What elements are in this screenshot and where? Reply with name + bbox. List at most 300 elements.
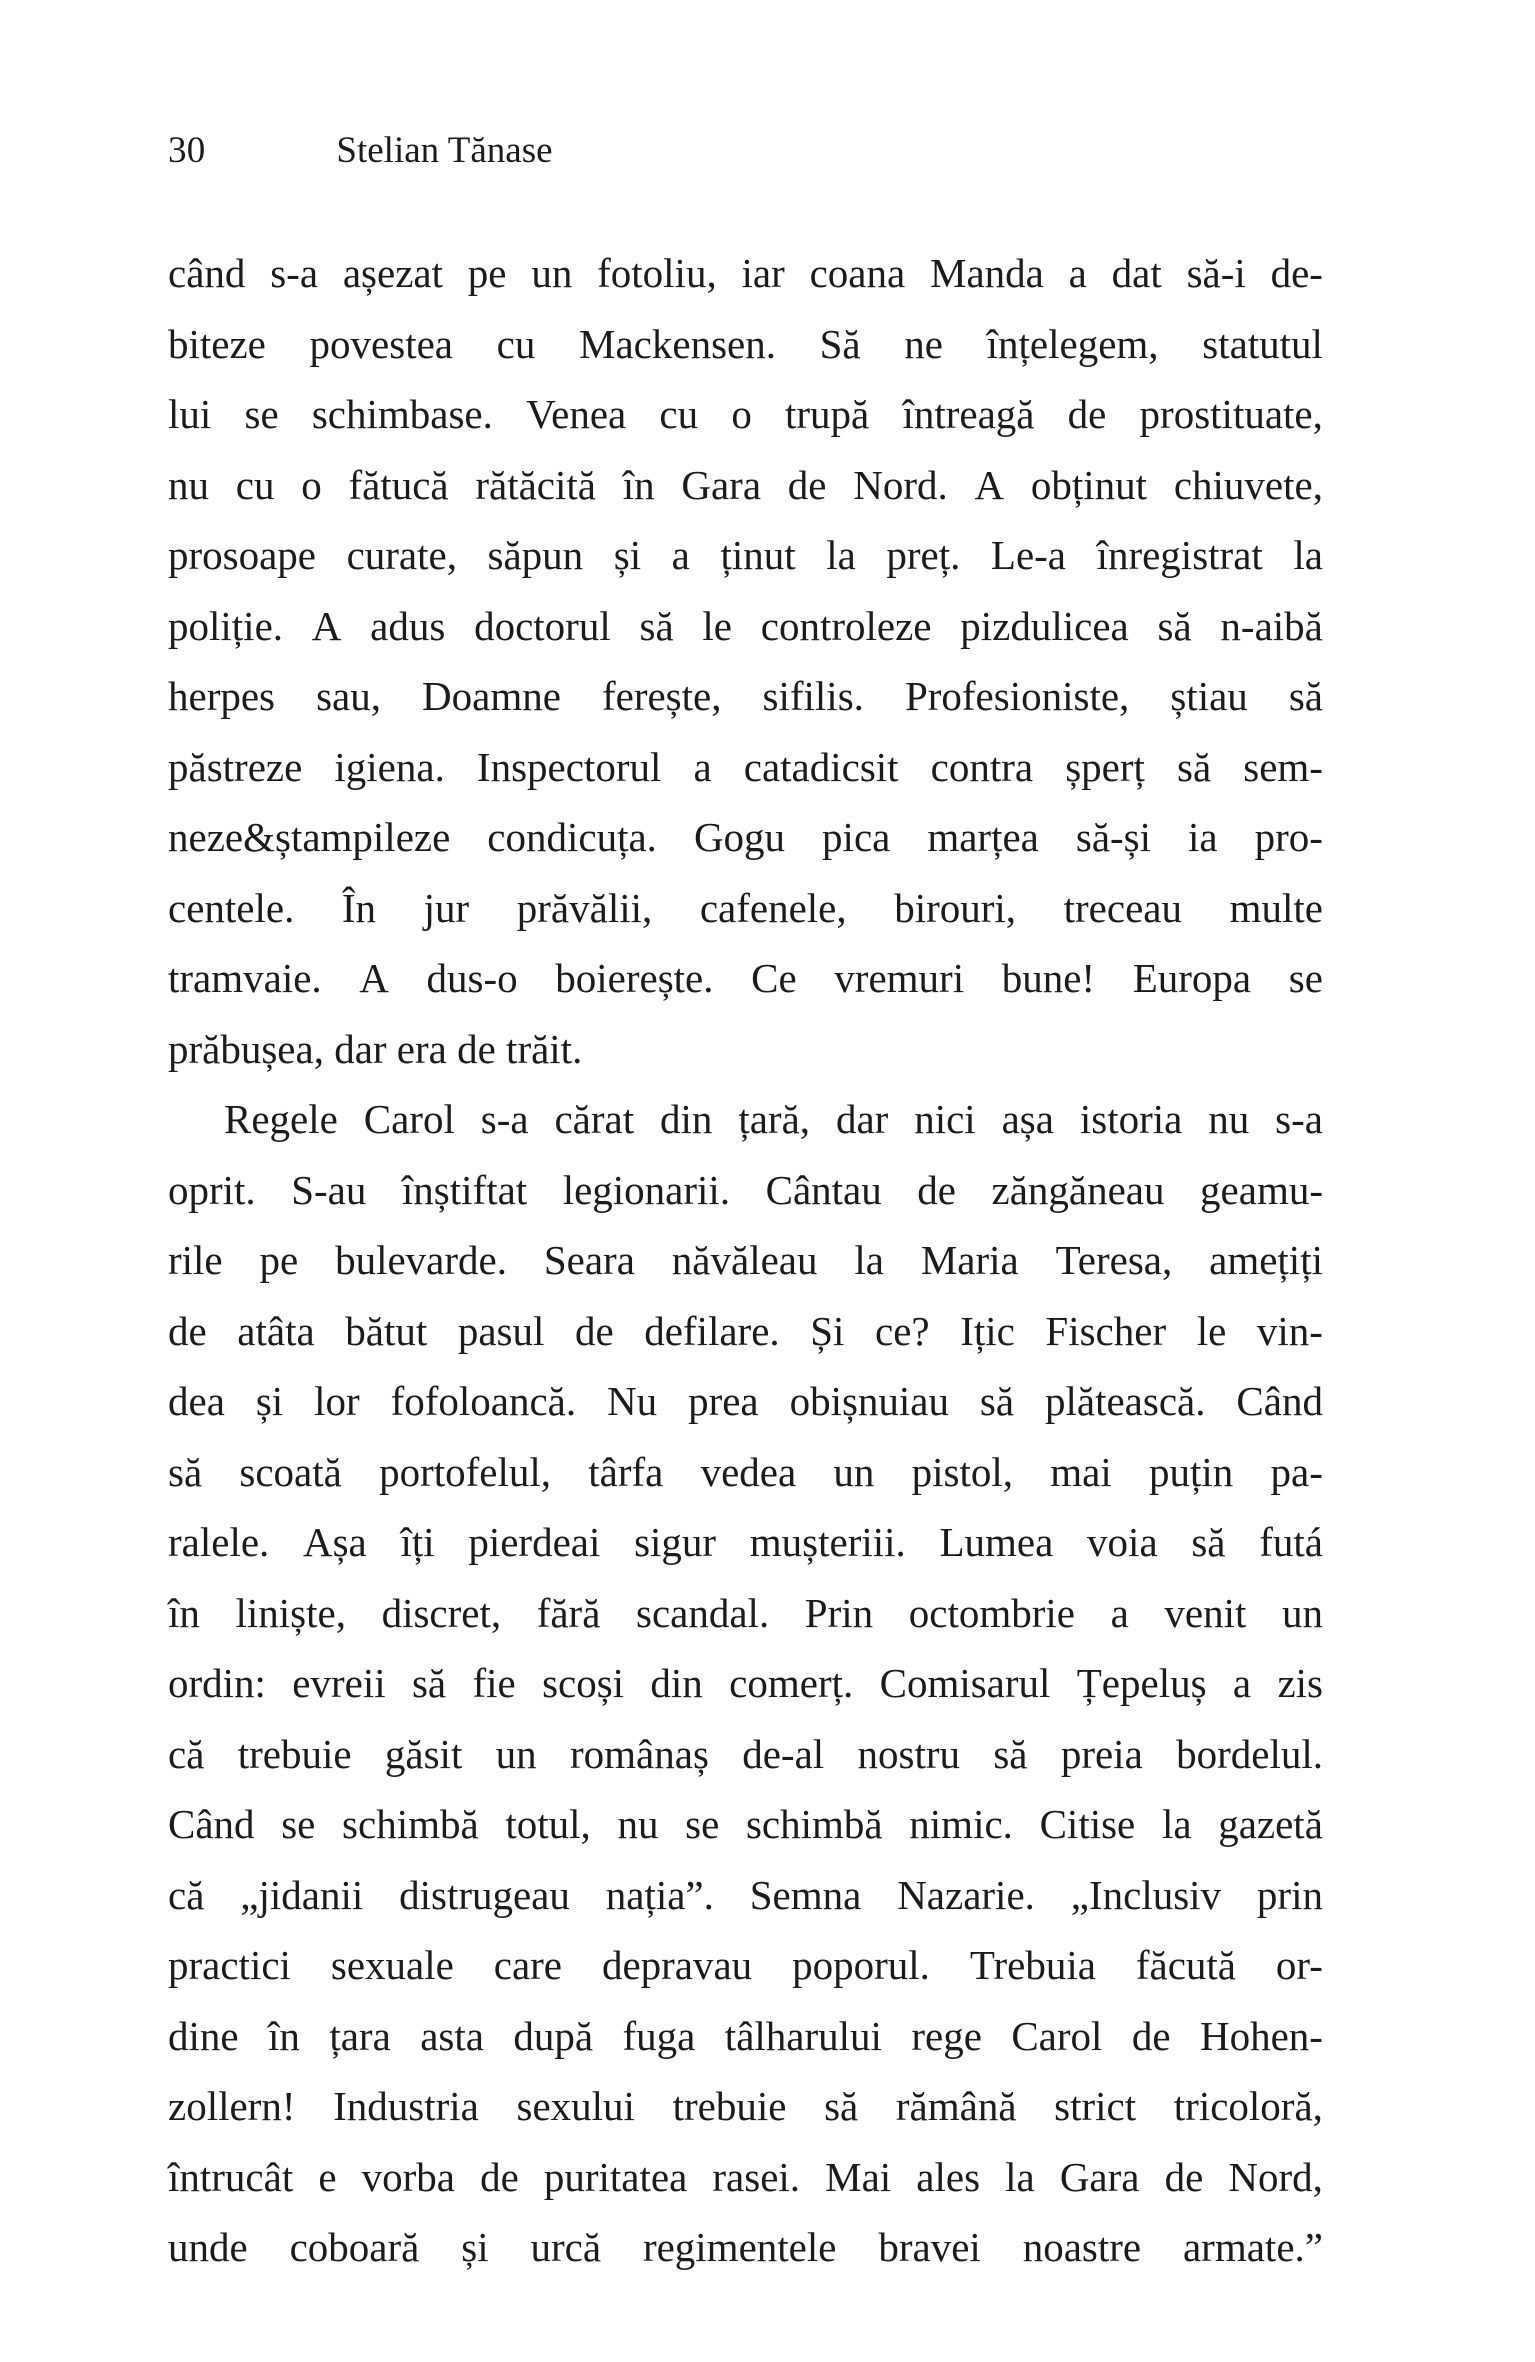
- word: noastre: [1022, 2224, 1142, 2270]
- word: nu: [168, 461, 209, 508]
- text-line: [168, 379, 1323, 450]
- word: zăngăneau: [991, 1166, 1165, 1213]
- word: Profesioniste,: [904, 673, 1130, 719]
- word: fofoloancă.: [390, 1378, 577, 1424]
- text-line: [168, 2212, 1323, 2283]
- text-line: [168, 1155, 1323, 1226]
- word: care: [493, 1942, 562, 1988]
- word: înregistrat: [1096, 532, 1263, 578]
- word: un: [495, 1730, 537, 1777]
- text-line: [168, 1507, 1323, 1578]
- word: să: [639, 602, 674, 649]
- word: Mai: [825, 2153, 892, 2200]
- word: așa: [1001, 1096, 1054, 1142]
- word: voia: [1087, 1519, 1158, 1565]
- word: prostituate,: [1139, 391, 1323, 437]
- word: dine: [168, 2012, 239, 2059]
- word: să: [979, 1378, 1015, 1424]
- word: legionarii.: [562, 1166, 731, 1213]
- word: șperț: [1065, 743, 1145, 790]
- word: Industria: [333, 2083, 479, 2129]
- word: or-: [1275, 1942, 1323, 1988]
- word: sexuale: [330, 1942, 454, 1988]
- word: să: [1157, 602, 1192, 649]
- text-line: [168, 873, 1323, 944]
- word: lui: [168, 391, 212, 437]
- word: e: [318, 2153, 337, 2200]
- word: multe: [1229, 884, 1323, 931]
- word: biteze: [168, 320, 266, 367]
- word: că: [168, 1730, 205, 1777]
- word: jur: [423, 884, 470, 931]
- text-line: [168, 802, 1323, 873]
- word: urcă: [530, 2224, 602, 2270]
- word: se: [244, 391, 279, 437]
- text-line: [168, 1648, 1323, 1719]
- word: săpun: [487, 532, 584, 578]
- word: ales: [916, 2153, 981, 2200]
- word: fătucă: [348, 461, 449, 508]
- word: a: [1068, 250, 1087, 296]
- word: trupă: [785, 391, 870, 437]
- text-line: [168, 450, 1323, 521]
- word: Ițic: [960, 1307, 1015, 1354]
- word: se: [685, 1801, 720, 1847]
- text-line: [168, 238, 1323, 309]
- word: Mackensen.: [579, 320, 776, 367]
- word: Gara: [1059, 2153, 1140, 2200]
- word: cu: [496, 320, 536, 367]
- word: trebuie: [237, 1730, 352, 1777]
- word: pica: [822, 814, 891, 860]
- word: n-aibă: [1220, 602, 1323, 649]
- text-line: [168, 943, 1323, 1014]
- running-header-title: Stelian Tănase: [336, 130, 553, 171]
- word: Hohen-: [1199, 2012, 1323, 2059]
- word: puritatea: [543, 2153, 688, 2200]
- word: vremuri: [834, 955, 965, 1001]
- word: tâlharului: [724, 2012, 882, 2059]
- text-line: [168, 1860, 1323, 1931]
- word: boierește.: [555, 955, 714, 1001]
- word: Doamne: [422, 673, 561, 719]
- word: zis: [1277, 1660, 1323, 1706]
- word: fotoliu,: [597, 250, 717, 296]
- word: înștiftat: [401, 1166, 528, 1213]
- word: venit: [1164, 1589, 1247, 1636]
- word: portofelul,: [379, 1448, 552, 1495]
- word: nici: [914, 1096, 976, 1142]
- word: pe: [259, 1237, 299, 1283]
- word: așezat: [342, 250, 443, 296]
- text-line: [168, 1719, 1323, 1790]
- word: istoria: [1079, 1096, 1183, 1142]
- word: controleze: [760, 602, 932, 649]
- word: Seara: [543, 1237, 635, 1283]
- word: Nazarie.: [897, 1871, 1035, 1918]
- text-line: [168, 1437, 1323, 1508]
- word: A: [311, 602, 342, 649]
- word: prăvălii,: [516, 884, 653, 931]
- word: chiuvete,: [1173, 461, 1323, 508]
- word: ne: [904, 320, 943, 367]
- word: regimentele: [642, 2224, 837, 2270]
- word: schimbă: [745, 1801, 883, 1847]
- text-line: [168, 1578, 1323, 1649]
- word: Le-a: [990, 532, 1066, 578]
- word: herpes: [168, 673, 276, 719]
- text-line: [168, 2001, 1323, 2072]
- running-header: [168, 132, 1323, 184]
- word: făcută: [1135, 1942, 1236, 1988]
- word: fuga: [622, 2012, 696, 2059]
- word: când: [168, 250, 246, 296]
- word: nația”.: [605, 1871, 714, 1918]
- word: s-a: [480, 1096, 529, 1142]
- word: prosoape: [168, 532, 317, 578]
- word: adus: [370, 602, 446, 649]
- word: mai: [1050, 1448, 1112, 1495]
- word: o: [301, 461, 322, 508]
- word: vin-: [1256, 1307, 1323, 1354]
- word: pasul: [457, 1307, 545, 1354]
- word: să: [168, 1448, 203, 1495]
- word: de: [787, 461, 827, 508]
- word: din: [660, 1096, 713, 1142]
- word: le: [1196, 1307, 1227, 1354]
- word: nostru: [857, 1730, 961, 1777]
- word: și: [255, 1378, 284, 1424]
- word: oprit.: [168, 1166, 256, 1213]
- word: gazetă: [1218, 1801, 1323, 1847]
- text-line: prăbușea, dar era de trăit.: [168, 1025, 583, 1072]
- word: Cântau: [765, 1166, 882, 1213]
- word: obținut: [1030, 461, 1148, 508]
- word: vorba: [361, 2153, 455, 2200]
- text-line: [168, 1296, 1323, 1367]
- word: nu: [617, 1801, 659, 1847]
- word: mușteriii.: [749, 1519, 906, 1565]
- word: S-au: [291, 1166, 367, 1213]
- word: strict: [1054, 2083, 1137, 2129]
- word: fără: [536, 1589, 601, 1636]
- word: coboară: [289, 2224, 420, 2270]
- word: în: [168, 1589, 200, 1636]
- word: geamu-: [1200, 1166, 1323, 1213]
- word: pierdeai: [468, 1519, 601, 1565]
- word: de: [480, 2153, 519, 2200]
- word: Carol: [1011, 2012, 1103, 2059]
- word: scoată: [239, 1448, 342, 1495]
- word: doctorul: [474, 602, 611, 649]
- word: Nord.: [853, 461, 948, 508]
- word: ferește,: [601, 673, 722, 719]
- word: poporul.: [792, 1942, 930, 1988]
- word: obișnuiau: [789, 1378, 949, 1424]
- word: cu: [235, 461, 275, 508]
- word: pe: [467, 250, 507, 296]
- text-line: [224, 1084, 1323, 1155]
- word: unde: [168, 2224, 248, 2270]
- word: a: [1110, 1589, 1129, 1636]
- word: rile: [168, 1237, 223, 1283]
- word: se: [1288, 955, 1323, 1001]
- text-line: [168, 661, 1323, 732]
- word: liniște,: [235, 1589, 346, 1636]
- word: Inspectorul: [476, 743, 662, 790]
- word: lor: [314, 1378, 360, 1424]
- word: schimbă: [342, 1801, 479, 1847]
- word: să-i: [1186, 250, 1246, 296]
- word: în: [622, 461, 655, 508]
- word: coana: [809, 250, 906, 296]
- word: În: [341, 884, 377, 931]
- word: s-a: [270, 250, 319, 296]
- word: Și: [810, 1307, 845, 1354]
- text-line: [168, 520, 1323, 591]
- word: statutul: [1202, 320, 1323, 367]
- word: vedea: [700, 1448, 797, 1495]
- text-line: [168, 309, 1323, 380]
- word: ce?: [875, 1307, 930, 1354]
- word: țara: [329, 2012, 391, 2059]
- word: sem-: [1243, 743, 1323, 790]
- word: amețiți: [1209, 1237, 1323, 1283]
- word: înțelegem,: [986, 320, 1159, 367]
- word: octombrie: [908, 1589, 1075, 1636]
- word: năvăleau: [671, 1237, 818, 1283]
- word: Fischer: [1045, 1307, 1167, 1354]
- word: Nord,: [1228, 2153, 1323, 2200]
- word: la: [826, 532, 856, 578]
- word: Europa: [1132, 955, 1252, 1001]
- word: știau: [1170, 673, 1248, 719]
- word: dus-o: [426, 955, 518, 1001]
- word: Venea: [526, 391, 627, 437]
- word: dar: [835, 1096, 889, 1142]
- text-line: [168, 1789, 1323, 1860]
- word: un: [1281, 1589, 1323, 1636]
- word: preia: [1060, 1730, 1143, 1777]
- word: ordin:: [168, 1660, 266, 1706]
- word: Trebuia: [969, 1942, 1096, 1988]
- word: distrugeau: [399, 1871, 570, 1918]
- word: o: [731, 391, 752, 437]
- word: la: [1161, 1801, 1192, 1847]
- word: păstreze: [168, 743, 303, 790]
- word: Țepeluș: [1076, 1660, 1207, 1706]
- word: centele.: [168, 884, 295, 931]
- word: a: [1232, 1660, 1252, 1706]
- word: și: [613, 532, 642, 578]
- word: de: [917, 1166, 956, 1213]
- page-number: 30: [168, 130, 206, 171]
- word: prin: [1256, 1871, 1323, 1918]
- text-line: [168, 1930, 1323, 2001]
- word: de: [1067, 391, 1107, 437]
- word: a: [693, 743, 712, 790]
- word: igiena.: [334, 743, 445, 790]
- word: Nu: [607, 1378, 658, 1424]
- word: ținut: [720, 532, 796, 578]
- word: dea: [168, 1378, 225, 1424]
- word: povestea: [309, 320, 453, 367]
- word: cafenele,: [699, 884, 847, 931]
- word: totul,: [505, 1801, 591, 1847]
- word: atâta: [237, 1307, 315, 1354]
- word: Ce: [751, 955, 797, 1001]
- word: „jidanii: [240, 1871, 364, 1918]
- word: întrucât: [168, 2153, 294, 2200]
- word: Prin: [804, 1589, 874, 1636]
- word: îți: [400, 1519, 435, 1565]
- word: nimic.: [909, 1801, 1013, 1847]
- word: Gara: [681, 461, 762, 508]
- word: preț.: [886, 532, 961, 578]
- word: să: [824, 2083, 859, 2129]
- word: de: [1164, 2153, 1204, 2200]
- word: sifilis.: [762, 673, 864, 719]
- word: cărat: [554, 1096, 635, 1142]
- word: contra: [930, 743, 1034, 790]
- word: bune!: [1001, 955, 1096, 1001]
- word: marțea: [927, 814, 1039, 860]
- word: iar: [741, 250, 785, 296]
- word: discret,: [381, 1589, 502, 1636]
- word: zollern!: [168, 2083, 296, 2129]
- word: Manda: [929, 250, 1044, 296]
- word: de: [168, 1307, 207, 1354]
- text-line: [168, 1225, 1323, 1296]
- word: să: [411, 1660, 447, 1706]
- word: ralele.: [168, 1519, 270, 1565]
- word: bătut: [345, 1307, 428, 1354]
- word: găsit: [384, 1730, 463, 1777]
- word: să: [993, 1730, 1028, 1777]
- word: un: [531, 250, 573, 296]
- word: Să: [819, 320, 861, 367]
- word: rege: [911, 2012, 982, 2059]
- word: treceau: [1063, 884, 1182, 931]
- text-line: [168, 2071, 1323, 2142]
- body-text-block: [168, 238, 1323, 2283]
- word: puțin: [1148, 1448, 1234, 1495]
- word: pistol,: [911, 1448, 1014, 1495]
- word: de-al: [742, 1730, 825, 1777]
- word: condicuța.: [487, 814, 657, 860]
- word: Carol: [363, 1096, 455, 1142]
- word: Când: [168, 1801, 255, 1847]
- word: bulevarde.: [335, 1237, 507, 1283]
- word: la: [1293, 532, 1323, 578]
- word: armate.”: [1182, 2224, 1323, 2270]
- text-line: [168, 591, 1323, 662]
- word: a: [671, 532, 690, 578]
- word: ia: [1188, 814, 1218, 860]
- word: pizdulicea: [960, 602, 1129, 649]
- word: să: [1177, 743, 1212, 790]
- word: pa-: [1270, 1448, 1323, 1495]
- word: tramvaie.: [168, 955, 322, 1001]
- text-line: [168, 732, 1323, 803]
- word: și: [461, 2224, 489, 2270]
- word: se: [281, 1801, 316, 1847]
- word: Când: [1236, 1378, 1323, 1424]
- word: pro-: [1254, 814, 1323, 860]
- word: trebuie: [672, 2083, 787, 2129]
- word: Lumea: [939, 1519, 1054, 1565]
- word: scoși: [542, 1660, 625, 1706]
- word: neze&ștampileze: [168, 814, 451, 860]
- word: tricoloră,: [1173, 2083, 1323, 2129]
- word: depravau: [601, 1942, 753, 1988]
- word: practici: [168, 1942, 291, 1988]
- text-line: [168, 1366, 1323, 1437]
- word: Teresa,: [1055, 1237, 1173, 1283]
- word: fie: [472, 1660, 516, 1706]
- word: de: [1131, 2012, 1171, 2059]
- word: Comisarul: [879, 1660, 1051, 1706]
- word: Regele: [224, 1096, 338, 1142]
- word: le: [702, 602, 732, 649]
- word: în: [268, 2012, 300, 2059]
- word: românaș: [570, 1730, 709, 1777]
- word: sau,: [316, 673, 381, 719]
- word: plătească.: [1045, 1378, 1206, 1424]
- word: la: [1005, 2153, 1035, 2200]
- word: Așa: [302, 1519, 367, 1565]
- word: nu: [1208, 1096, 1250, 1142]
- word: schimbase.: [311, 391, 493, 437]
- word: rătăcită: [475, 461, 596, 508]
- word: rasei.: [712, 2153, 801, 2200]
- paragraph: [168, 238, 1323, 1084]
- word: țară,: [738, 1096, 811, 1142]
- word: cu: [659, 391, 699, 437]
- word: „Inclusiv: [1070, 1871, 1222, 1918]
- word: sigur: [634, 1519, 717, 1565]
- word: Citise: [1039, 1801, 1136, 1847]
- word: catadicsit: [743, 743, 899, 790]
- word: asta: [420, 2012, 484, 2059]
- word: să-și: [1075, 814, 1152, 860]
- word: comerț.: [729, 1660, 854, 1706]
- word: evreii: [292, 1660, 386, 1706]
- word: bordelul.: [1176, 1730, 1323, 1777]
- word: de: [574, 1307, 614, 1354]
- word: târfa: [588, 1448, 664, 1495]
- word: Gogu: [693, 814, 786, 860]
- word: întreagă: [902, 391, 1035, 437]
- word: după: [513, 2012, 594, 2059]
- word: bravei: [878, 2224, 981, 2270]
- word: prea: [688, 1378, 759, 1424]
- paragraph: [168, 1084, 1323, 2283]
- word: birouri,: [894, 884, 1017, 931]
- word: de-: [1270, 250, 1323, 296]
- word: sexului: [516, 2083, 635, 2129]
- word: futá: [1259, 1519, 1323, 1565]
- word: A: [359, 955, 389, 1001]
- word: defilare.: [644, 1307, 780, 1354]
- word: să: [1191, 1519, 1226, 1565]
- word: A: [974, 461, 1005, 508]
- word: Maria: [920, 1237, 1019, 1283]
- word: Semna: [749, 1871, 862, 1918]
- word: că: [168, 1871, 205, 1918]
- word: scandal.: [636, 1589, 770, 1636]
- word: un: [833, 1448, 875, 1495]
